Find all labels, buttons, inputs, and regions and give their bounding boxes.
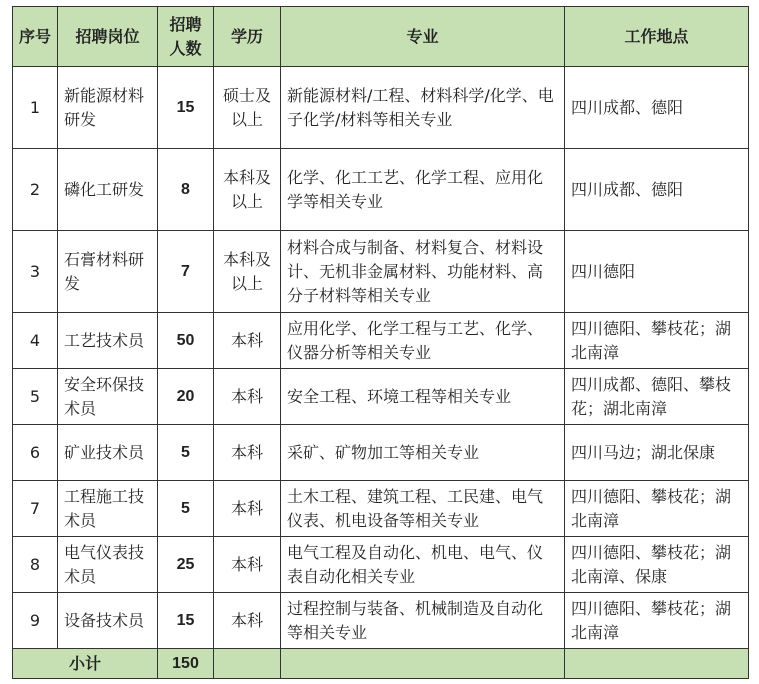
row-location: 四川成都、德阳、攀枝花；湖北南漳 [565,369,749,425]
row-position: 工艺技术员 [58,313,158,369]
row-location: 四川德阳、攀枝花；湖北南漳 [565,313,749,369]
row-position: 电气仪表技术员 [58,537,158,593]
recruitment-table [12,6,749,679]
row-education: 本科及以上 [214,149,281,231]
table-row [13,67,749,149]
row-education: 本科 [214,481,281,537]
row-idx: 7 [13,481,58,537]
row-major: 化学、化工工艺、化学工程、应用化学等相关专业 [281,149,565,231]
row-major: 过程控制与装备、机械制造及自动化等相关专业 [281,593,565,649]
row-count: 25 [158,537,214,593]
row-position: 磷化工研发 [58,149,158,231]
row-idx: 4 [13,313,58,369]
subtotal-empty-location [565,649,749,679]
row-idx: 1 [13,67,58,149]
row-position: 安全环保技术员 [58,369,158,425]
table-row [13,149,749,231]
row-location: 四川马边；湖北保康 [565,425,749,481]
row-count: 15 [158,593,214,649]
row-major: 土木工程、建筑工程、工民建、电气仪表、机电设备等相关专业 [281,481,565,537]
header-idx: 序号 [13,7,58,67]
subtotal-label: 小计 [13,649,158,679]
row-education: 硕士及以上 [214,67,281,149]
row-major: 材料合成与制备、材料复合、材料设计、无机非金属材料、功能材料、高分子材料等相关专业 [281,231,565,313]
subtotal-row [13,649,749,679]
row-count: 5 [158,425,214,481]
row-count: 50 [158,313,214,369]
row-idx: 9 [13,593,58,649]
row-count: 5 [158,481,214,537]
row-major: 安全工程、环境工程等相关专业 [281,369,565,425]
table-row [13,369,749,425]
row-major: 应用化学、化学工程与工艺、化学、仪器分析等相关专业 [281,313,565,369]
subtotal-empty-education [214,649,281,679]
row-major: 采矿、矿物加工等相关专业 [281,425,565,481]
row-position: 石膏材料研发 [58,231,158,313]
row-education: 本科 [214,313,281,369]
table-row [13,313,749,369]
row-idx: 2 [13,149,58,231]
table-row [13,481,749,537]
subtotal-empty-major [281,649,565,679]
row-count: 8 [158,149,214,231]
row-count: 15 [158,67,214,149]
header-row [13,7,749,67]
row-position: 设备技术员 [58,593,158,649]
row-location: 四川成都、德阳 [565,67,749,149]
row-location: 四川德阳 [565,231,749,313]
row-education: 本科 [214,593,281,649]
row-education: 本科及以上 [214,231,281,313]
row-major: 新能源材料/工程、材料科学/化学、电子化学/材料等相关专业 [281,67,565,149]
header-major: 专业 [281,7,565,67]
row-idx: 8 [13,537,58,593]
row-location: 四川德阳、攀枝花；湖北南漳 [565,593,749,649]
row-count: 7 [158,231,214,313]
row-major: 电气工程及自动化、机电、电气、仪表自动化相关专业 [281,537,565,593]
table-row [13,425,749,481]
header-education: 学历 [214,7,281,67]
subtotal-count: 150 [158,649,214,679]
row-education: 本科 [214,537,281,593]
row-location: 四川成都、德阳 [565,149,749,231]
row-position: 工程施工技术员 [58,481,158,537]
row-idx: 5 [13,369,58,425]
row-location: 四川德阳、攀枝花；湖北南漳、保康 [565,537,749,593]
table-row [13,593,749,649]
row-education: 本科 [214,369,281,425]
header-location: 工作地点 [565,7,749,67]
header-count: 招聘人数 [158,7,214,67]
row-idx: 3 [13,231,58,313]
table-row [13,231,749,313]
row-position: 矿业技术员 [58,425,158,481]
row-education: 本科 [214,425,281,481]
row-count: 20 [158,369,214,425]
header-position: 招聘岗位 [58,7,158,67]
row-location: 四川德阳、攀枝花；湖北南漳 [565,481,749,537]
row-position: 新能源材料研发 [58,67,158,149]
table-row [13,537,749,593]
row-idx: 6 [13,425,58,481]
